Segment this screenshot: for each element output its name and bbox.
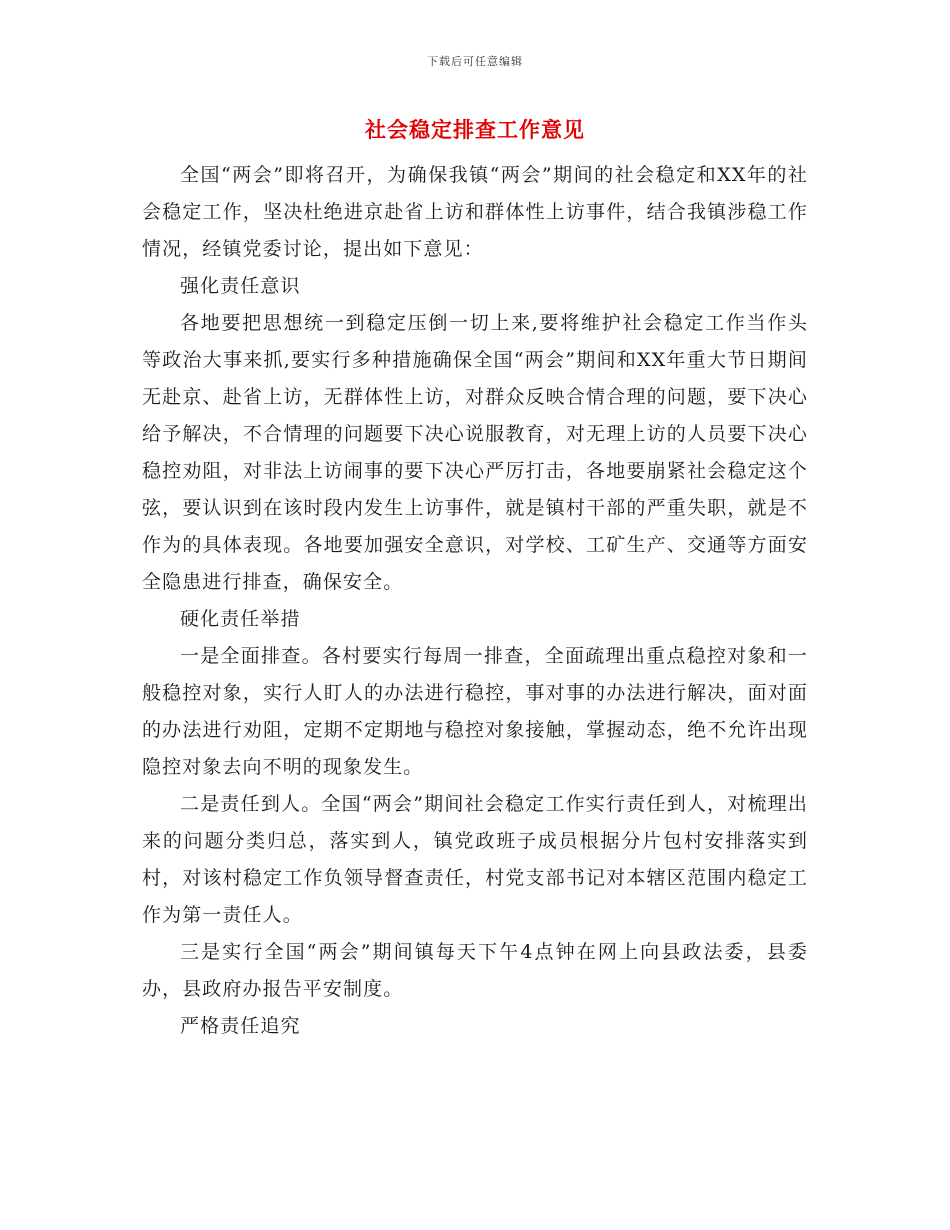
header-note: 下载后可任意编辑 [427,55,523,68]
document-body [142,157,808,1045]
paragraph-measure-2: 二是责任到人。全国“两会”期间社会稳定工作实行责任到人，对梳理出来的问题分类归总，落实到人，镇党政班子成员根据分片包村安排落实到村，对该村稳定工作负领导督查责任，村党支部书记对本辖区范围内稳定工作为第一责任人。 [142,793,808,926]
paragraph-measure-3: 三是实行全国“两会”期间镇每天下午4点钟在网上向县政法委，县委办，县政府办报告平安制度。 [142,941,808,1000]
paragraph-responsibility-awareness: 各地要把思想统一到稳定压倒一切上来,要将维护社会稳定工作当作头等政治大事来抓,要实行多种措施确保全国“两会”期间和XX年重大节日期间无赴京、赴省上访，无群体性上访，对群众反映合情合理的问题，要下决心给予解决，不合情理的问题要下决心说服教育，对无理上访的人员要下决心稳控劝阻，对非法上访闹事的要下决心严厉打击，各地要崩紧社会稳定这个弦，要认识到在该时段内发生上访事件，就是镇村干部的严重失职，就是不作为的具体表现。各地要加强安全意识，对学校、工矿生产、交通等方面安全隐患进行排查，确保安全。 [142,312,808,593]
paragraph-measure-1: 一是全面排查。各村要实行每周一排查，全面疏理出重点稳控对象和一般稳控对象，实行人盯人的办法进行稳控，事对事的办法进行解决，面对面的办法进行劝阻，定期不定期地与稳控对象接触，掌握动态，绝不允许出现隐控对象去向不明的现象发生。 [142,645,808,778]
section-heading-accountability: 严格责任追究 [180,1015,301,1037]
section-heading-responsibility-awareness: 强化责任意识 [180,275,301,297]
paragraph-intro: 全国“两会”即将召开，为确保我镇“两会”期间的社会稳定和XX年的社会稳定工作，坚决杜绝进京赴省上访和群体性上访事件，结合我镇涉稳工作情况，经镇党委讨论，提出如下意见： [142,164,808,260]
section-heading-responsibility-measures: 硬化责任举措 [180,608,301,630]
document-title: 社会稳定排查工作意见 [365,117,585,142]
